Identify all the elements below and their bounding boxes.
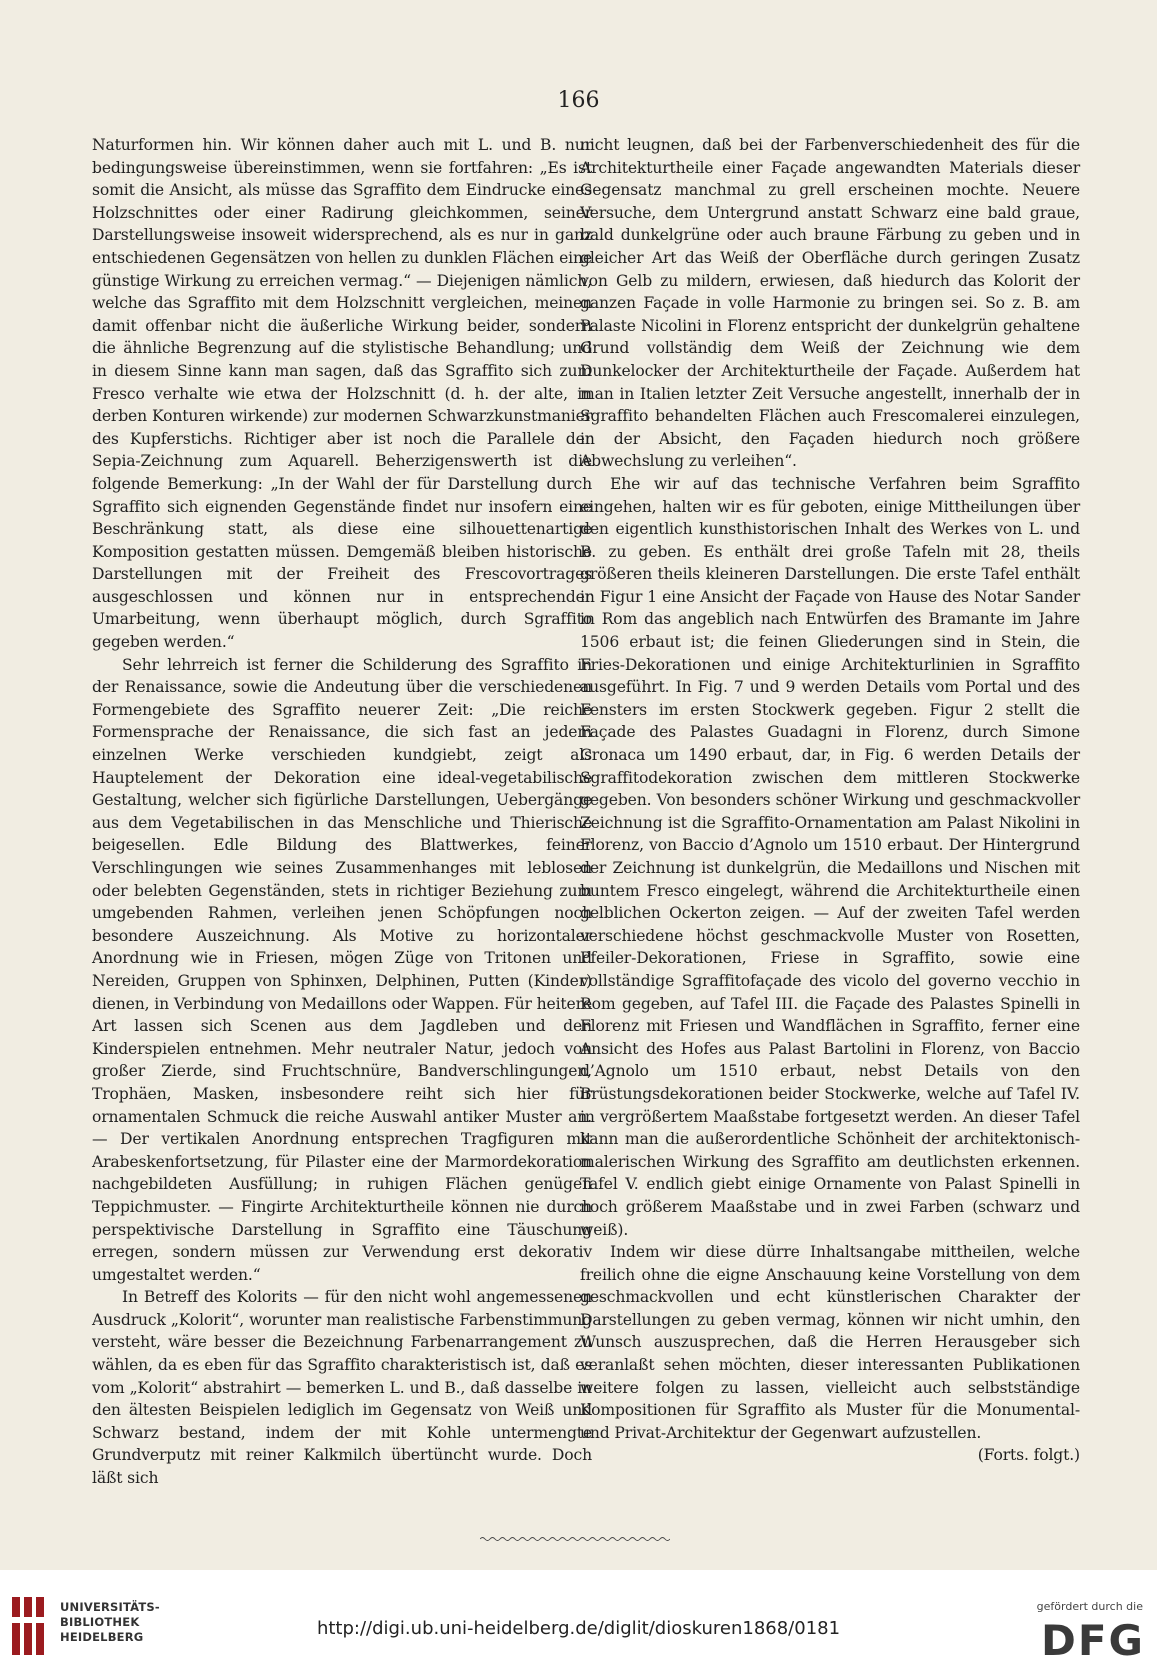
paragraph: Sehr lehrreich ist ferner die Schilderung des Sgraffito in der Renaissance, sowie die Andeutung über die verschiedenen Formengebiete des Sgraffito neuerer Zeit: „Die reiche Formensprache der Renaissance, die sich fast an jedem einzelnen Werke verschieden kundgiebt, zeigt als Hauptelement der Dekoration eine ideal-vegetabilische Gestaltung, welcher sich figürliche Darstellungen, Uebergänge aus dem Vegetabilischen in das Menschliche und Thierische beigesellen. Edle Bildung des Blattwerkes, feiner Verschlingungen wie seines Zusammenhanges mit leblosen oder belebten Gegenständen, stets in richtiger Beziehung zum umgebenden Rahmen, verleihen jenen Schöpfungen noch besondere Auszeichnung. Als Motive zu horizontaler Anordnung wie in Friesen, mögen Züge von Tritonen und Nereiden, Gruppen von Sphinxen, Delphinen, Putten (Kinder) dienen, in Verbindung von Medaillons oder Wappen. Für heitere Art lassen sich Scenen aus dem Jagdleben und den Kinderspielen entnehmen. Mehr neutraler Natur, jedoch von großer Zierde, sind Fruchtschnüre, Bandverschlingungen, Trophäen, Masken, insbesondere reiht sich hier für ornamentalen Schmuck die reiche Auswahl antiker Muster an. — Der vertikalen Anordnung entsprechen Tragfiguren mit Arabeskenfortsetzung, für Pilaster eine der Marmordekoration nachgebildeten Ausfüllung; in ruhigen Flächen genügen Teppichmuster. — Fingirte Architekturtheile können nie durch perspektivische Darstellung in Sgraffito eine Täuschung erregen, sondern müssen zur Verwendung erst dekorativ umgestaltet werden.“	[92, 655, 592, 1284]
paragraph	[580, 1241, 1080, 1465]
paragraph-text: Indem wir diese dürre Inhaltsangabe mittheilen, welche freilich ohne die eigne Anschauung keine Vorstellung von dem geschmackvollen und echt künstlerischen Charakter der Darstellungen zu geben vermag, können wir nicht umhin, den Wunsch auszusprechen, daß die Herren Herausgeber sich veranlaßt sehen möchten, dieser interessanten Publikationen weitere folgen zu lassen, vielleicht auch selbstständige Kompositionen für Sgraffito als Muster für die Monumental- und Privat-Architektur der Gegenwart aufzustellen.	[580, 1243, 1080, 1442]
right-column	[580, 134, 1080, 1467]
paragraph: Naturformen hin. Wir können daher auch mit L. und B. nur bedingungsweise übereinstimmen, wenn sie fortfahren: „Es ist somit die Ansicht, als müsse das Sgraffito dem Eindrucke eines Holzschnittes oder einer Radirung gleichkommen, seiner Darstellungsweise insoweit widersprechend, als es nur in ganz entschiedenen Gegensätzen von hellen zu dunklen Flächen eine günstige Wirkung zu erreichen vermag.“ — Diejenigen nämlich, welche das Sgraffito mit dem Holzschnitt vergleichen, meinen damit offenbar nicht die äußerliche Wirkung beider, sondern die ähnliche Begrenzung auf die stylistische Behandlung; und in diesem Sinne kann man sagen, daß das Sgraffito sich zum Fresco verhalte wie etwa der Holzschnitt (d. h. der alte, in derben Konturen wirkende) zur modernen Schwarzkunstmanier des Kupferstichs. Richtiger aber ist noch die Parallele der Sepia-Zeichnung zum Aquarell. Beherzigenswerth ist die folgende Bemerkung: „In der Wahl der für Darstellung durch Sgraffito sich eignenden Gegenstände findet nur insofern eine Beschränkung statt, als diese eine silhouettenartige Komposition gestatten müssen. Demgemäß bleiben historische Darstellungen mit der Freiheit des Frescovortrages ausgeschlossen und können nur in entsprechender Umarbeitung, wenn überhaupt möglich, durch Sgraffito gegeben werden.“	[92, 136, 592, 652]
end-squiggle-divider	[480, 1536, 670, 1542]
library-name-line: HEIDELBERG	[60, 1630, 144, 1644]
library-name-line: BIBLIOTHEK	[60, 1615, 140, 1629]
page-number: 166	[557, 88, 600, 113]
source-url-link[interactable]: http://digi.ub.uni-heidelberg.de/diglit/dioskuren1868/0181	[316, 1618, 841, 1639]
footer-bar	[0, 1570, 1157, 1679]
continuation-note: (Forts. folgt.)	[977, 1446, 1080, 1465]
paragraph: nicht leugnen, daß bei der Farbenverschiedenheit des für die Architekturtheile einer Façade angewandten Materials dieser Gegensatz manchmal zu grell erscheinen mochte. Neuere Versuche, dem Untergrund anstatt Schwarz eine bald graue, bald dunkelgrüne oder auch braune Färbung zu geben und in gleicher Art das Weiß der Oberfläche durch geringen Zusatz von Gelb zu mildern, erwiesen, daß hiedurch das Kolorit der ganzen Façade in volle Harmonie zu bringen sei. So z. B. am Palaste Nicolini in Florenz entspricht der dunkelgrün gehaltene Grund vollständig dem Weiß der Zeichnung wie dem Dunkelocker der Architekturtheile der Façade. Außerdem hat man in Italien letzter Zeit Versuche angestellt, innerhalb der in Sgraffito behandelten Flächen auch Frescomalerei einzulegen, in der Absicht, den Façaden hiedurch noch größere Abwechslung zu verleihen“.	[580, 136, 1080, 471]
left-column	[92, 134, 592, 1490]
paragraph: In Betreff des Kolorits — für den nicht wohl angemessenen Ausdruck „Kolorit“, worunter man realistische Farbenstimmung versteht, wäre besser die Bezeichnung Farbenarrangement zu wählen, da es eben für das Sgraffito charakteristisch ist, daß es vom „Kolorit“ abstrahirt — bemerken L. und B., daß dasselbe in den ältesten Beispielen lediglich im Gegensatz von Weiß und Schwarz bestand, indem der mit Kohle untermengte Grundverputz mit reiner Kalkmilch übertüncht wurde. Doch läßt sich	[92, 1288, 592, 1488]
funding-note: gefördert durch die	[1036, 1600, 1143, 1613]
dfg-logo: DFG	[1040, 1616, 1145, 1665]
paragraph: Ehe wir auf das technische Verfahren beim Sgraffito eingehen, halten wir es für geboten, einige Mittheilungen über den eigentlich kunsthistorischen Inhalt des Werkes von L. und B. zu geben. Es enthält drei große Tafeln mit 28, theils größeren theils kleineren Darstellungen. Die erste Tafel enthält in Figur 1 eine Ansicht der Façade von Hause des Notar Sander in Rom das angeblich nach Entwürfen des Bramante im Jahre 1506 erbaut ist; die feinen Gliederungen sind in Stein, die Fries-Dekorationen und einige Architekturlinien in Sgraffito ausgeführt. In Fig. 7 und 9 werden Details vom Portal und des Fensters im ersten Stockwerk gegeben. Figur 2 stellt die Façade des Palastes Guadagni in Florenz, durch Simone Cronaca um 1490 erbaut, dar, in Fig. 6 werden Details der Sgraffitodekoration zwischen dem mittleren Stockwerke gegeben. Von besonders schöner Wirkung und geschmackvoller Zeichnung ist die Sgraffito-Ornamentation am Palast Nikolini in Florenz, von Baccio d’Agnolo um 1510 erbaut. Der Hintergrund der Zeichnung ist dunkelgrün, die Medaillons und Nischen mit buntem Fresco eingelegt, während die Architekturtheile einen gelblichen Ockerton zeigen. — Auf der zweiten Tafel werden verschiedene höchst geschmackvolle Muster von Rosetten, Pfeiler-Dekorationen, Friese in Sgraffito, sowie eine vollständige Sgraffitofaçade des vicolo del governo vecchio in Rom gegeben, auf Tafel III. die Façade des Palastes Spinelli in Florenz mit Friesen und Wandflächen in Sgraffito, ferner eine Ansicht des Hofes aus Palast Bartolini in Florenz, von Baccio d’Agnolo um 1510 erbaut, nebst Details von den Brüstungsdekorationen beider Stockwerke, welche auf Tafel IV. in vergrößertem Maaßstabe fortgesetzt werden. An dieser Tafel kann man die außerordentliche Schönheit der architektonisch-malerischen Wirkung des Sgraffito am deutlichsten erkennen. Tafel V. endlich giebt einige Ornamente von Palast Spinelli in noch größerem Maaßstabe und in zwei Farben (schwarz und weiß).	[580, 474, 1080, 1239]
library-name-line: UNIVERSITÄTS-	[60, 1600, 160, 1614]
